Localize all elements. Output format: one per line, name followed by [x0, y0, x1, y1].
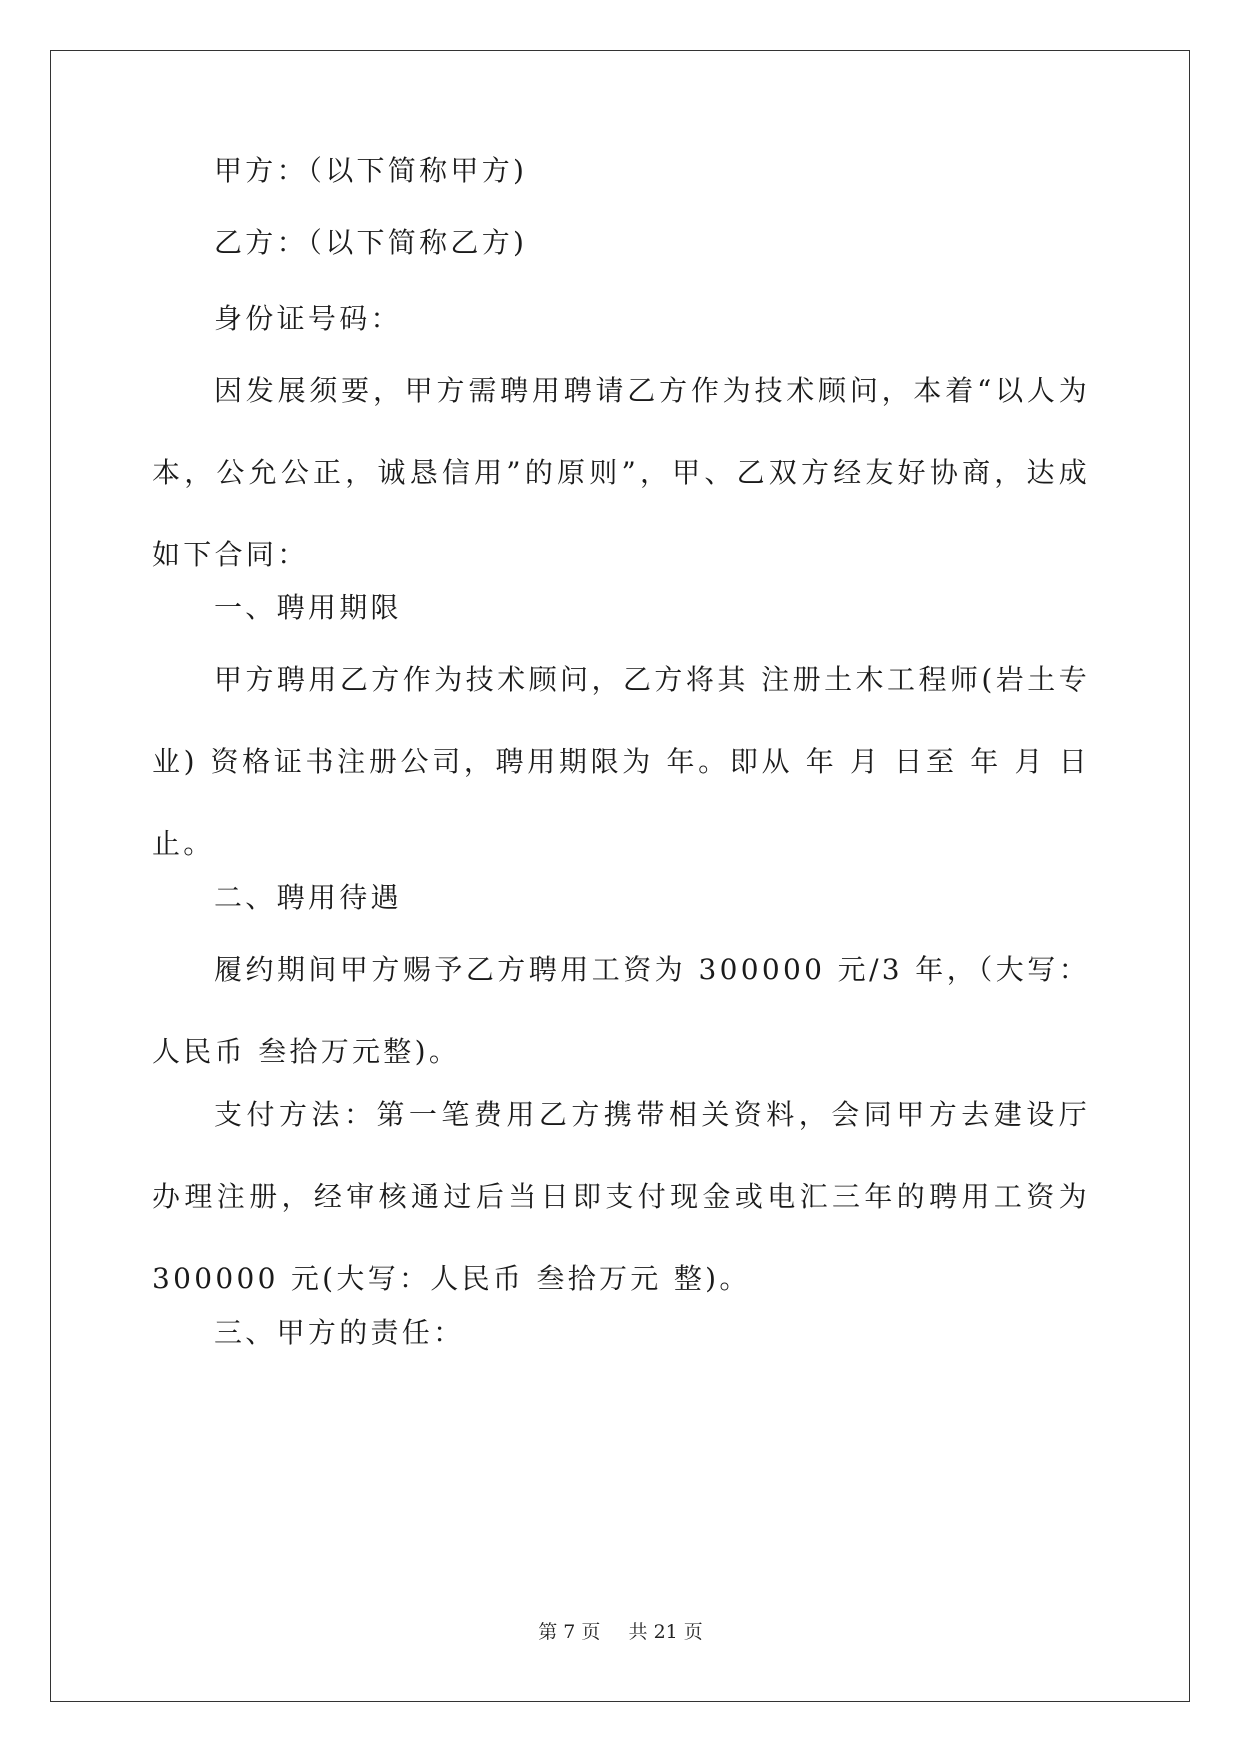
- party-b-line: 乙方：（以下简称乙方): [214, 226, 528, 259]
- salary-paragraph: 履约期间甲方赐予乙方聘用工资为 300000 元/3 年，（大写：人民币 叁拾万元整)。: [152, 953, 1090, 1068]
- page-number: 第 7 页: [538, 1621, 601, 1643]
- section-heading-1: 一、聘用期限: [214, 591, 402, 624]
- payment-paragraph: 支付方法：第一笔费用乙方携带相关资料，会同甲方去建设厅办理注册，经审核通过后当日即支付现金或电汇三年的聘用工资为 300000 元(大写：人民币 叁拾万元 整)。: [152, 1098, 1090, 1295]
- section-heading-3: 三、甲方的责任：: [214, 1316, 465, 1349]
- id-number-line: 身份证号码：: [214, 302, 402, 335]
- total-pages: 共 21 页: [628, 1621, 703, 1643]
- party-a-line: 甲方：（以下简称甲方): [214, 154, 528, 187]
- term-paragraph: 甲方聘用乙方作为技术顾问，乙方将其 注册土木工程师(岩土专业) 资格证书注册公司，聘用期限为 年。即从 年 月 日至 年 月 日止。: [152, 663, 1090, 860]
- section-heading-2: 二、聘用待遇: [214, 881, 402, 914]
- intro-paragraph: 因发展须要，甲方需聘用聘请乙方作为技术顾问，本着“以人为本，公允公正，诚恳信用”的原则”，甲、乙双方经友好协商，达成如下合同：: [152, 374, 1090, 571]
- page-footer: [0, 1620, 1241, 1644]
